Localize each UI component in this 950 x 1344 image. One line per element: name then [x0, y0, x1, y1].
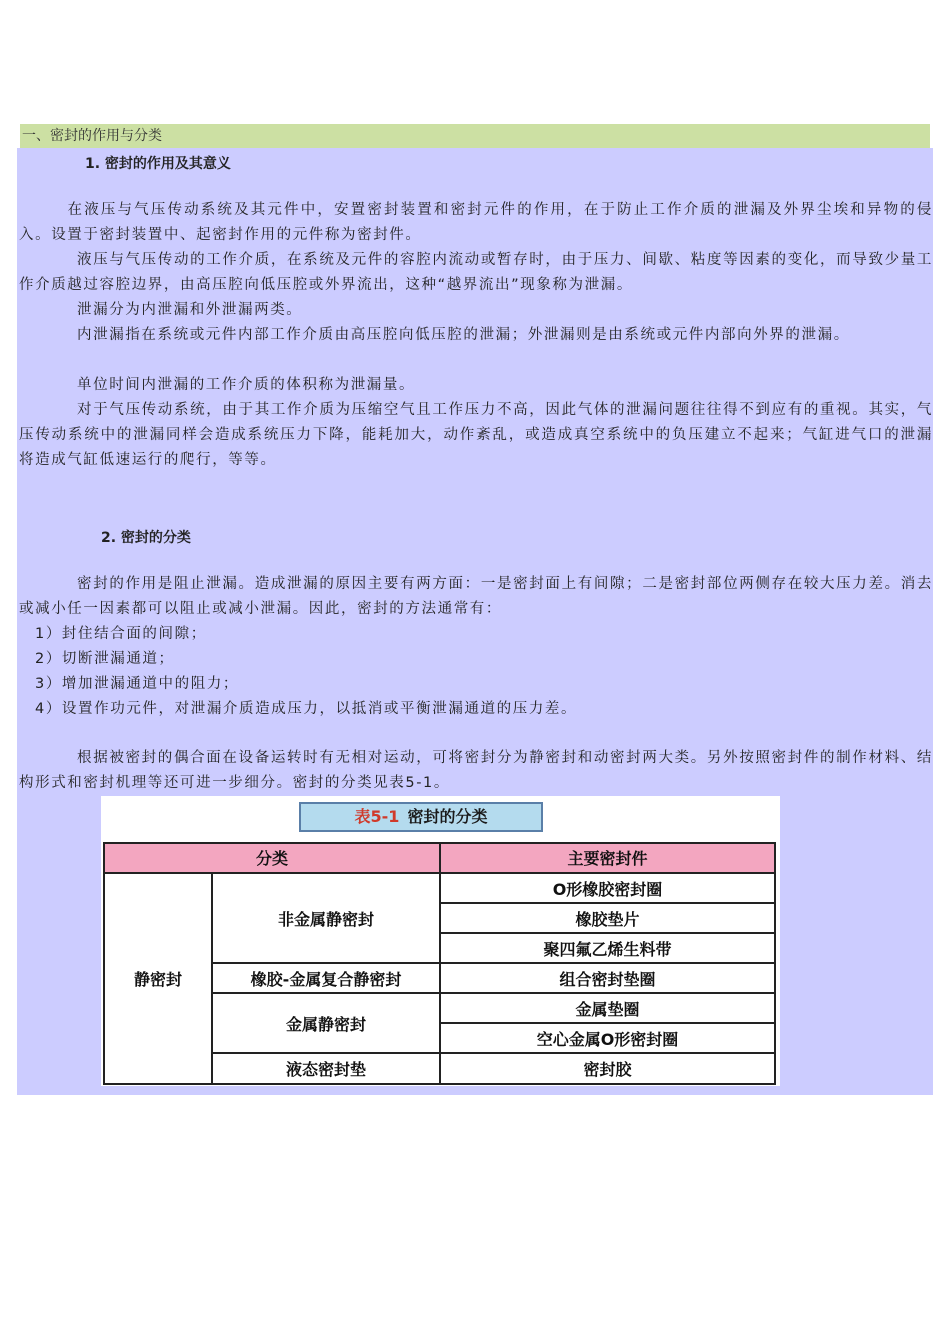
table-border	[439, 1022, 776, 1024]
section-title: 一、密封的作用与分类	[20, 124, 930, 148]
seal-item: 组合密封垫圈	[559, 969, 656, 989]
header-seal-parts: 主要密封件	[440, 843, 775, 872]
subsection-2-title: 2. 密封的分类	[101, 530, 191, 546]
table-title: 表5-1 密封的分类	[299, 802, 543, 832]
paragraph-classification-conclusion: 根据被密封的偶合面在设备运转时有无相对运动，可将密封分为静密封和动密封两大类。另外按照密封件的制作材料、结构形式和密封机理等还可进一步细分。密封的分类见表5-1。	[19, 750, 933, 791]
seal-item: 金属垫圈	[575, 999, 640, 1019]
subcategory-liquid: 液态密封垫	[285, 1060, 366, 1079]
table-border	[439, 1052, 776, 1054]
seal-classification-table	[101, 796, 780, 1086]
paragraph-leakage-amount: 单位时间内泄漏的工作介质的体积称为泄漏量。	[77, 377, 416, 393]
table-border	[211, 962, 441, 964]
table-border	[211, 1052, 441, 1054]
seal-item: 密封胶	[583, 1060, 632, 1079]
table-grid	[101, 796, 780, 1086]
subsection-1-title: 1. 密封的作用及其意义	[85, 156, 231, 172]
table-border	[103, 842, 105, 1085]
seal-item: 聚四氟乙烯生料带	[543, 939, 672, 959]
seal-item: O形橡胶密封圈	[552, 879, 663, 899]
table-border	[439, 962, 776, 964]
paragraph-leakage-definition: 液压与气压传动的工作介质，在系统及元件的容腔内流动或暂存时，由于压力、间歇、粘度等因素的变化，而导致少量工作介质越过容腔边界，由高压腔向低压腔或外界流出，这种“越界流出”现象称为泄漏。	[19, 252, 933, 293]
header-category: 分类	[104, 843, 440, 872]
seal-item: 橡胶垫片	[575, 909, 640, 929]
seal-item: 空心金属O形密封圈	[536, 1029, 679, 1049]
paragraph-leakage-types: 泄漏分为内泄漏和外泄漏两类。	[77, 302, 303, 318]
subcategory-metal: 金属静密封	[285, 1014, 366, 1034]
paragraph-purpose: 在液压与气压传动系统及其元件中，安置密封装置和密封元件的作用，在于防止工作介质的泄漏及外界尘埃和异物的侵入。设置于密封装置中、起密封作用的元件称为密封件。	[19, 202, 933, 243]
subcategory-nonmetal: 非金属静密封	[277, 909, 374, 929]
list-item: 3）增加泄漏通道中的阻力；	[35, 676, 240, 692]
list-item: 1）封住结合面的间隙；	[35, 626, 207, 642]
paragraph-pneumatic: 对于气压传动系统，由于其工作介质为压缩空气且工作压力不高，因此气体的泄漏问题往往得不到应有的重视。其实，气压传动系统中的泄漏同样会造成系统压力下降，能耗加大，动作紊乱，或造成真空系统中的负压建立不起来；气缸进气口的泄漏将造成气缸低速运行的爬行，等等。	[19, 402, 933, 468]
list-item: 2）切断泄漏通道；	[35, 651, 175, 667]
list-item: 4）设置作功元件，对泄漏介质造成压力，以抵消或平衡泄漏通道的压力差。	[35, 701, 578, 717]
table-border	[439, 992, 776, 994]
category-static-seal: 静密封	[133, 970, 182, 989]
paragraph-internal-external: 内泄漏指在系统或元件内部工作介质由高压腔向低压腔的泄漏；外泄漏则是由系统或元件内部向外界的泄漏。	[77, 327, 850, 343]
paragraph-classification-intro: 密封的作用是阻止泄漏。造成泄漏的原因主要有两方面：一是密封面上有间隙；二是密封部位两侧存在较大压力差。消去或减小任一因素都可以阻止或减小泄漏。因此，密封的方法通常有：	[19, 576, 933, 617]
subcategory-composite: 橡胶-金属复合静密封	[250, 969, 402, 989]
table-border	[439, 902, 776, 904]
table-border	[439, 932, 776, 934]
table-border	[211, 992, 441, 994]
